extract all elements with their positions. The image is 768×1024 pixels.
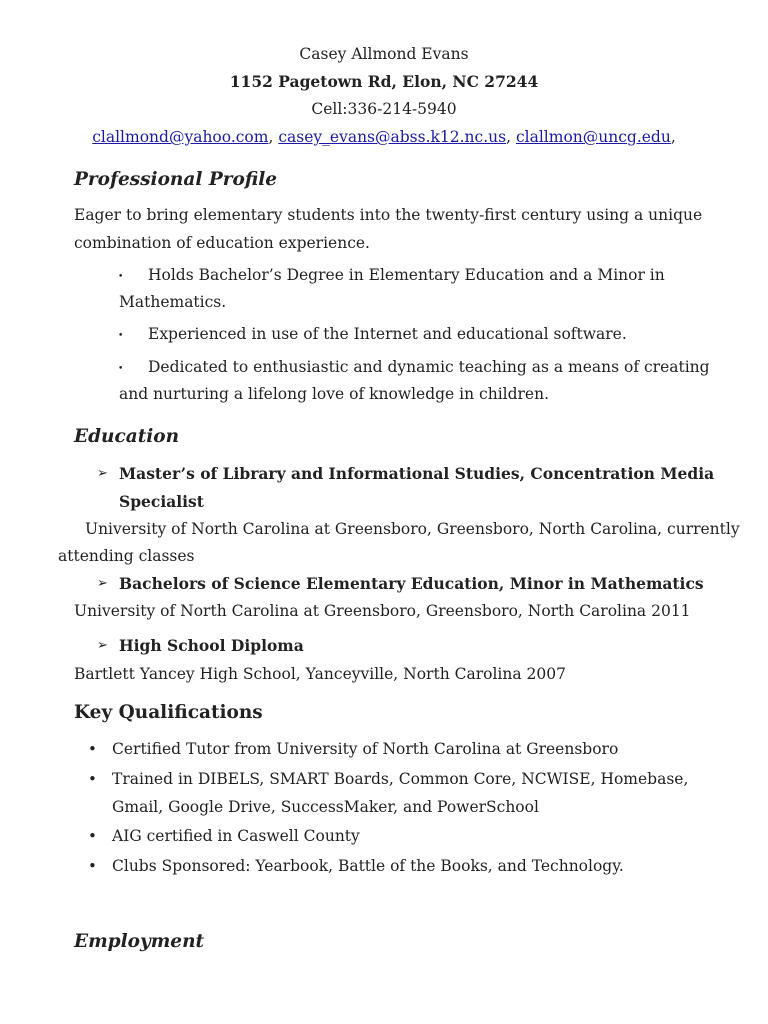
bullet-dot-icon: • — [118, 331, 124, 341]
email-separator: , — [670, 128, 676, 146]
degree-title: Specialist — [119, 492, 204, 511]
qualification-item: Clubs Sponsored: Yearbook, Battle of the Books, and Technology. — [112, 857, 624, 875]
candidate-address: 1152 Pagetown Rd, Elon, NC 27244 — [229, 72, 539, 91]
email-link-uncg[interactable]: clallmon@uncg.edu — [515, 128, 671, 146]
profile-bullet-line: and nurturing a lifelong love of knowledge in children. — [119, 385, 550, 403]
email-line — [0, 128, 768, 146]
arrow-bullet-icon: ➢ — [97, 576, 108, 591]
candidate-phone: Cell:336-214-5940 — [311, 100, 457, 118]
bullet-dot-icon: • — [88, 770, 97, 788]
qualification-item: Certified Tutor from University of North Carolina at Greensboro — [112, 740, 619, 758]
candidate-name: Casey Allmond Evans — [299, 45, 469, 63]
section-heading-employment: Employment — [74, 931, 205, 952]
degree-school: attending classes — [58, 547, 195, 565]
degree-school: Bartlett Yancey High School, Yanceyville, North Carolina 2007 — [74, 665, 566, 683]
arrow-bullet-icon: ➢ — [97, 638, 108, 653]
profile-summary-line: combination of education experience. — [74, 234, 370, 252]
qualification-item: Gmail, Google Drive, SuccessMaker, and PowerSchool — [112, 798, 539, 816]
bullet-dot-icon: • — [118, 272, 124, 282]
profile-bullet-line: Experienced in use of the Internet and educational software. — [148, 325, 627, 343]
email-link-yahoo[interactable]: clallmond@yahoo.com — [92, 128, 269, 146]
section-heading-qualifications: Key Qualifications — [74, 702, 263, 723]
arrow-bullet-icon: ➢ — [97, 466, 108, 481]
bullet-dot-icon: • — [88, 827, 97, 845]
profile-bullet-line: Mathematics. — [119, 293, 227, 311]
email-link-school[interactable]: casey_evans@abss.k12.nc.us — [278, 128, 507, 146]
qualification-item: Trained in DIBELS, SMART Boards, Common Core, NCWISE, Homebase, — [112, 770, 689, 788]
bullet-dot-icon: • — [88, 857, 97, 875]
profile-bullet-line: Holds Bachelor’s Degree in Elementary Education and a Minor in — [148, 266, 665, 284]
qualification-item: AIG certified in Caswell County — [112, 827, 360, 845]
bullet-dot-icon: • — [88, 740, 97, 758]
degree-school: University of North Carolina at Greensboro, Greensboro, North Carolina, currently — [85, 520, 740, 538]
email-separator: , — [506, 128, 512, 146]
degree-title: Master’s of Library and Informational Studies, Concentration Media — [119, 464, 715, 483]
section-heading-education: Education — [74, 426, 180, 447]
profile-bullet-line: Dedicated to enthusiastic and dynamic teaching as a means of creating — [148, 358, 710, 376]
bullet-dot-icon: • — [118, 364, 124, 374]
degree-title: Bachelors of Science Elementary Education, Minor in Mathematics — [119, 574, 704, 593]
degree-title: High School Diploma — [119, 636, 304, 655]
section-heading-profile: Professional Profile — [74, 169, 278, 190]
profile-summary-line: Eager to bring elementary students into the twenty-first century using a unique — [74, 206, 703, 224]
email-separator: , — [268, 128, 274, 146]
degree-school: University of North Carolina at Greensboro, Greensboro, North Carolina 2011 — [74, 602, 691, 620]
